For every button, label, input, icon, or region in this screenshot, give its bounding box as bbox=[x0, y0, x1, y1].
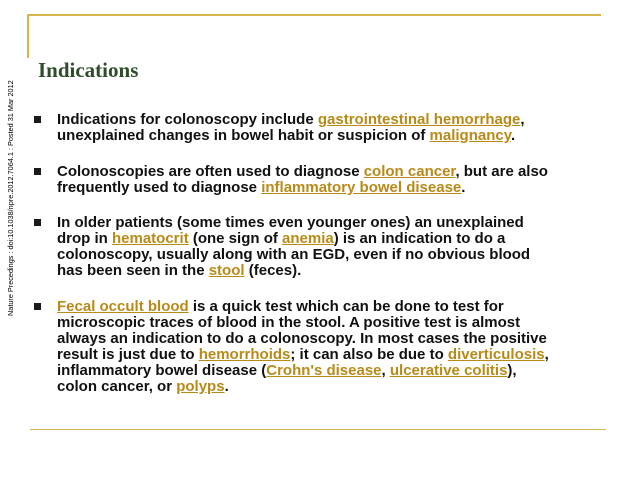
bullet-item: In older patients (some times even younger ones) an unexplained drop in hematocrit (one sign of anemia) is an indication to do a colonoscopy, usually along with an EGD, even if no obvious blood has been seen in the stool (feces). bbox=[34, 215, 618, 279]
bullet-item: Fecal occult blood is a quick test which can be done to test for microscopic traces of blood in the stool. A positive test is almost always an indication to do a colonoscopy. In most cases the positive result is just due to hemorrhoids; it can also be due to diverticulosis, inflammatory bowel disease (Crohn's disease, ulcerative colitis), colon cancer, or polyps. bbox=[34, 299, 618, 395]
bullet-square-icon bbox=[34, 168, 41, 175]
link-hemorrhoids[interactable]: hemorrhoids bbox=[198, 346, 291, 363]
link-inflammatory-bowel-disease[interactable]: inflammatory bowel disease bbox=[261, 179, 462, 196]
bottom-rule bbox=[30, 429, 606, 430]
link-ulcerative-colitis[interactable]: ulcerative colitis bbox=[389, 362, 508, 379]
link-crohns-disease[interactable]: Crohn's disease bbox=[266, 362, 382, 379]
bullet-square-icon bbox=[34, 303, 41, 310]
link-malignancy[interactable]: malignancy bbox=[429, 127, 511, 144]
link-stool[interactable]: stool bbox=[208, 262, 245, 279]
link-hematocrit[interactable]: hematocrit bbox=[112, 230, 189, 247]
link-anemia[interactable]: anemia bbox=[282, 230, 334, 247]
bullet-item: Indications for colonoscopy include gastrointestinal hemorrhage, unexplained changes in bowel habit or suspicion of malignancy. bbox=[34, 112, 618, 144]
bullet-square-icon bbox=[34, 116, 41, 123]
left-rule bbox=[27, 14, 29, 58]
link-polyps[interactable]: polyps bbox=[176, 378, 225, 395]
side-note: Nature Precedings : doi:10.1038/npre.2012.7064.1 : Posted 31 Mar 2012 bbox=[6, 80, 15, 316]
link-colon-cancer[interactable]: colon cancer bbox=[363, 163, 456, 180]
bullet-list bbox=[34, 112, 618, 415]
link-gastrointestinal-hemorrhage[interactable]: gastrointestinal hemorrhage bbox=[317, 111, 521, 128]
link-diverticulosis[interactable]: diverticulosis bbox=[447, 346, 545, 363]
bullet-square-icon bbox=[34, 219, 41, 226]
link-fecal-occult-blood[interactable]: Fecal occult blood bbox=[57, 298, 189, 315]
bullet-item: Colonoscopies are often used to diagnose colon cancer, but are also frequently used to diagnose inflammatory bowel disease. bbox=[34, 164, 618, 196]
top-rule bbox=[27, 14, 601, 16]
slide-title: Indications bbox=[38, 58, 139, 82]
